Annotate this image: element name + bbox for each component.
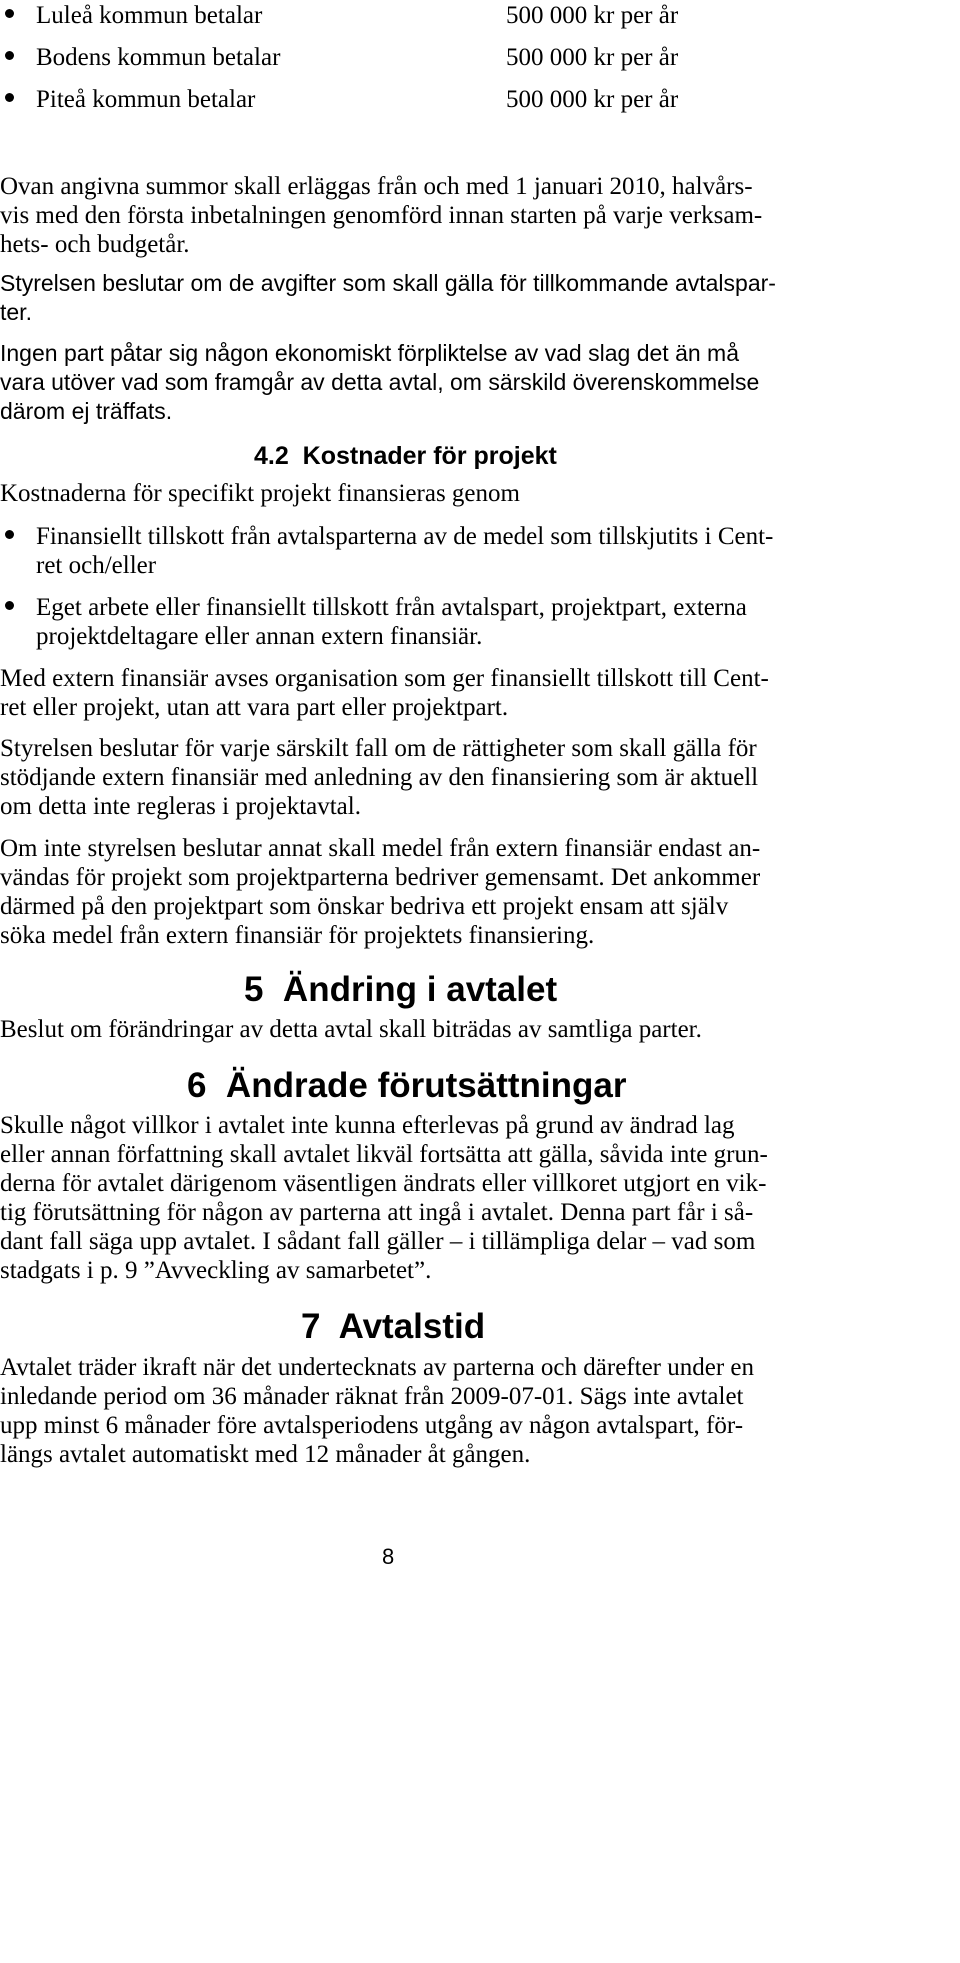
bullet-text: Finansiellt tillskott från avtalsparterna av de medel som tillskjutits i Cent- [36, 523, 774, 550]
body-text: Skulle något villkor i avtalet inte kunna efterlevas på grund av ändrad lag [0, 1112, 735, 1139]
bullet-icon [5, 530, 14, 539]
fee-party: Piteå kommun betalar [36, 86, 256, 113]
body-text: Styrelsen beslutar för varje särskilt fall om de rättigheter som skall gälla för [0, 735, 757, 762]
body-text: vändas för projekt som projektparterna bedriver gemensamt. Det ankommer [0, 864, 761, 891]
body-text: Avtalet träder ikraft när det undertecknats av parterna och därefter under en [0, 1354, 755, 1381]
body-text: därom ej träffats. [0, 398, 173, 424]
body-text: Om inte styrelsen beslutar annat skall medel från extern finansiär endast an- [0, 835, 761, 862]
body-text: om detta inte regleras i projektavtal. [0, 793, 361, 820]
bullet-text: ret och/eller [36, 552, 157, 579]
fee-party: Luleå kommun betalar [36, 2, 263, 29]
fee-amount: 500 000 kr per år [506, 86, 679, 113]
body-text: Ingen part påtar sig någon ekonomiskt förpliktelse av vad slag det än må [0, 340, 739, 366]
body-text: stödjande extern finansiär med anledning av den finansiering som är aktuell [0, 764, 759, 791]
bullet-text: projektdeltagare eller annan extern finansiär. [36, 623, 483, 650]
fee-party: Bodens kommun betalar [36, 44, 281, 71]
body-text: Med extern finansiär avses organisation som ger finansiellt tillskott till Cent- [0, 665, 769, 692]
body-text: tig förutsättning för någon av parterna att ingå i avtalet. Denna part får i så- [0, 1199, 754, 1226]
body-text: hets- och budgetår. [0, 231, 190, 258]
body-text: Kostnaderna för specifikt projekt finansieras genom [0, 480, 520, 507]
fee-amount: 500 000 kr per år [506, 2, 679, 29]
section-heading: 6 Ändrade förutsättningar [187, 1066, 627, 1105]
body-text: eller annan författning skall avtalet likväl fortsätta att gälla, såvida inte grun- [0, 1141, 768, 1168]
bullet-icon [5, 9, 14, 18]
bullet-icon [5, 93, 14, 102]
body-text: Styrelsen beslutar om de avgifter som skall gälla för tillkommande avtalspar- [0, 270, 776, 296]
body-text: Beslut om förändringar av detta avtal skall biträdas av samtliga parter. [0, 1016, 702, 1043]
body-text: derna för avtalet därigenom väsentligen ändrats eller villkoret utgjort en vik- [0, 1170, 767, 1197]
body-text: söka medel från extern finansiär för projektets finansiering. [0, 922, 595, 949]
body-text: upp minst 6 månader före avtalsperiodens utgång av någon avtalspart, för- [0, 1412, 744, 1439]
body-text: inledande period om 36 månader räknat från 2009-07-01. Sägs inte avtalet [0, 1383, 744, 1410]
body-text: längs avtalet automatiskt med 12 månader åt gången. [0, 1441, 531, 1468]
bullet-icon [5, 51, 14, 60]
section-heading: 7 Avtalstid [301, 1307, 486, 1346]
bullet-icon [5, 601, 14, 610]
page-number: 8 [382, 1544, 395, 1569]
section-heading: 5 Ändring i avtalet [244, 970, 558, 1009]
section-heading: 4.2 Kostnader för projekt [254, 442, 557, 470]
body-text: därmed på den projektpart som önskar bedriva ett projekt ensam att själv [0, 893, 729, 920]
body-text: Ovan angivna summor skall erläggas från och med 1 januari 2010, halvårs- [0, 173, 753, 200]
body-text: ret eller projekt, utan att vara part eller projektpart. [0, 694, 509, 721]
bullet-text: Eget arbete eller finansiellt tillskott från avtalspart, projektpart, externa [36, 594, 747, 621]
body-text: dant fall säga upp avtalet. I sådant fall gäller – i tillämpliga delar – vad som [0, 1228, 756, 1255]
fee-amount: 500 000 kr per år [506, 44, 679, 71]
body-text: stadgats i p. 9 ”Avveckling av samarbetet”. [0, 1257, 432, 1284]
body-text: vis med den första inbetalningen genomförd innan starten på varje verksam- [0, 202, 763, 229]
body-text: vara utöver vad som framgår av detta avtal, om särskild överenskommelse [0, 369, 760, 395]
body-text: ter. [0, 299, 32, 325]
